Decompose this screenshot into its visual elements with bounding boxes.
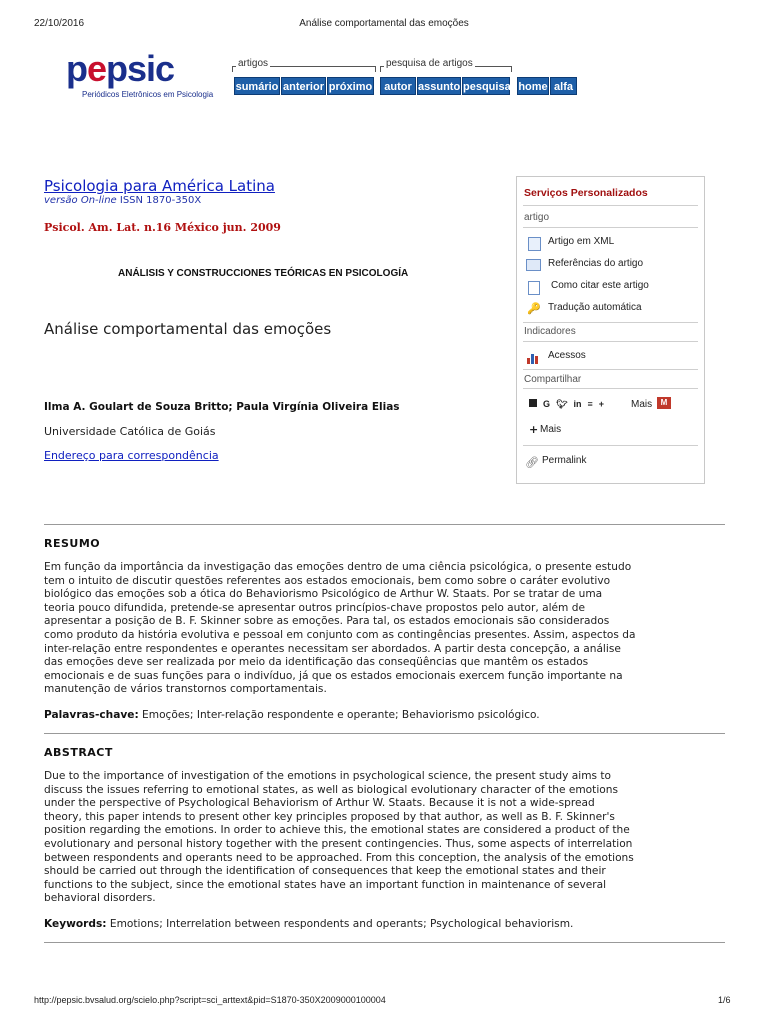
share-icons-row: [529, 399, 604, 410]
abstract-heading: ABSTRACT: [44, 746, 113, 759]
keywords-values: Emoções; Inter-relação respondente e operante; Behaviorismo psicológico.: [138, 709, 540, 721]
journal-title-link[interactable]: Psicologia para América Latina: [44, 177, 275, 195]
sidebar-divider: [523, 205, 698, 206]
sidebar-divider: [523, 341, 698, 342]
sidebar-item-references[interactable]: Referências do artigo: [548, 258, 644, 269]
nav-button-autor[interactable]: autor: [380, 77, 416, 95]
sidebar-title: Serviços Personalizados: [524, 187, 648, 199]
cite-document-icon: [528, 281, 540, 295]
resumo-heading: RESUMO: [44, 537, 101, 550]
nav-button-proximo[interactable]: próximo: [327, 77, 374, 95]
resumo-line: inter-relação entre respondentes e operantes necessitam ser abordados. A partir desta concepção, a análise: [44, 642, 621, 655]
nav-button-pesquisa[interactable]: pesquisa: [462, 77, 510, 95]
nav-button-anterior[interactable]: anterior: [281, 77, 326, 95]
abstract-line: Due to the importance of investigation of the emotions in psychological science, the present study aims to: [44, 770, 612, 782]
abstract-text: [44, 770, 730, 906]
plus-icon: +: [598, 399, 604, 409]
twitter-icon[interactable]: 🐦︎: [556, 399, 568, 409]
sidebar-section-indicadores: Indicadores: [524, 326, 576, 337]
sidebar-item-xml[interactable]: Artigo em XML: [548, 236, 615, 247]
abstract-line: position regarding the emotions. In order to achieve this, the emotional states are considered a product of the: [44, 824, 630, 837]
resumo-line: Em função da importância da investigação das emoções dentro de uma ciência psicológica, o presente estudo: [44, 561, 632, 573]
abstract-line: under the perspective of Psychological Behaviorism of Arthur W. Staats. Because it is not a wide-spread: [44, 797, 595, 810]
xml-document-icon: [528, 237, 541, 251]
abstract-line: evolutionary and personal history together with the present contingencies. Thus, some aspects of interrelation: [44, 837, 633, 850]
sidebar-section-compartilhar: Compartilhar: [524, 374, 582, 385]
correspondence-link[interactable]: Endereço para correspondência: [44, 449, 219, 462]
list-icon[interactable]: ≡: [587, 399, 593, 409]
translate-key-icon: 🔑: [527, 302, 541, 315]
linkedin-icon[interactable]: in: [573, 399, 582, 409]
abstract-line: between respondents and operants need to be approached. From this conception, the analysis of the emotions: [44, 851, 634, 864]
pepsic-logo[interactable]: [66, 48, 174, 90]
abstract-line: discuss the issues referring to emotional states, as well as biological evolutionary character of the emotions: [44, 783, 618, 796]
logo-p: p: [66, 48, 87, 89]
abstract-line: theory, this paper intends to present other key principles proposed by that author, as well as B. F. Skinner's: [44, 810, 615, 823]
nav-label-artigos: artigos: [238, 58, 269, 69]
sidebar-item-cite[interactable]: Como citar este artigo: [551, 280, 649, 291]
resumo-line: teoria pouco difundida, pretende-se apresentar outros princípios-chave propostos pelo autor, além de: [44, 601, 585, 614]
resumo-line: emocionais e de suas funções para o indivíduo, já que os estados emocionais exercem função importante na: [44, 669, 623, 682]
resumo-line: biológico das emoções sob a ótica do Behaviorismo Psicológico de Arthur W. Staats. Por se tratar de uma: [44, 588, 603, 601]
abstract-keywords: [44, 918, 573, 930]
print-date: 22/10/2016: [34, 18, 85, 29]
logo-subtitle: Periódicos Eletrônicos em Psicologia: [82, 90, 214, 99]
logo-e: e: [87, 48, 107, 89]
journal-reference: Psicol. Am. Lat. n.16 México jun. 2009: [44, 221, 281, 234]
nav-button-alfa[interactable]: alfa: [550, 77, 577, 95]
references-icon: [526, 259, 541, 271]
resumo-line: das emoções deve ser realizada por meio da identificação das conseqüências que mantêm os estados: [44, 656, 589, 669]
resumo-line: como produto da história evolutiva e pessoal em conjunto com as contingências presentes. Assim, aspectos da: [44, 628, 636, 641]
abstract-line: behavioral disorders.: [44, 892, 156, 905]
abstract-line: functions to the subject, since the emotional states have an important function in maintenance of several: [44, 878, 607, 891]
print-title: Análise comportamental das emoções: [299, 18, 469, 29]
services-sidebar: [516, 176, 705, 484]
nav-button-home[interactable]: home: [517, 77, 549, 95]
permalink-icon: 🔗︎: [525, 456, 539, 469]
nav-button-assunto[interactable]: assunto: [417, 77, 461, 95]
article-title: Análise comportamental das emoções: [44, 320, 332, 338]
divider: [44, 524, 725, 525]
bar-chart-icon: [527, 352, 541, 364]
resumo-keywords: [44, 709, 540, 721]
resumo-line: apresentar a posição de B. F. Skinner sobre as emoções. Para tal, os estados emocionais são considerados: [44, 615, 610, 628]
resumo-line: manutenção de vários transtornos comportamentais.: [44, 683, 327, 696]
divider: [44, 942, 725, 943]
sidebar-item-translate[interactable]: Tradução automática: [548, 302, 642, 313]
divider: [44, 733, 725, 734]
article-authors: Ilma A. Goulart de Souza Britto; Paula Virgínia Oliveira Elias: [44, 401, 400, 413]
resumo-text: [44, 561, 730, 697]
plus-icon: +: [529, 423, 539, 436]
resumo-line: tem o intuito de discutir questões referentes aos estados emocionais, bem como sobre o caráter evolutivo: [44, 574, 611, 587]
sidebar-item-permalink[interactable]: Permalink: [542, 455, 587, 466]
sidebar-divider: [523, 445, 698, 446]
keywords-label: Keywords:: [44, 918, 107, 930]
abstract-line: should be carried out through the identification of consequences that keep the emotional states and their: [44, 865, 606, 878]
sidebar-divider: [523, 227, 698, 228]
sidebar-divider: [523, 322, 698, 323]
journal-issn: ISSN 1870-350X: [119, 195, 202, 206]
logo-psic: psic: [106, 48, 175, 89]
sidebar-item-acessos[interactable]: Acessos: [548, 350, 586, 361]
print-url: http://pepsic.bvsalud.org/scielo.php?script=sci_arttext&pid=S1870-350X2009000100004: [34, 995, 386, 1005]
nav-label-pesquisa: pesquisa de artigos: [386, 58, 473, 69]
nav-button-sumario[interactable]: sumário: [234, 77, 280, 95]
keywords-values: Emotions; Interrelation between respondents and operants; Psychological behaviorism.: [106, 918, 574, 930]
print-page-number: 1/6: [718, 995, 731, 1005]
sidebar-divider: [523, 388, 698, 389]
mendeley-icon[interactable]: M: [657, 397, 671, 409]
share-more-inline[interactable]: Mais: [631, 399, 653, 410]
article-affiliation: Universidade Católica de Goiás: [44, 425, 216, 438]
google-icon[interactable]: G: [543, 399, 551, 409]
sidebar-section-artigo: artigo: [524, 212, 550, 223]
sidebar-divider: [523, 369, 698, 370]
delicious-icon[interactable]: [529, 399, 537, 407]
section-label: ANÁLISIS Y CONSTRUCCIONES TEÓRICAS EN PSICOLOGÍA: [118, 268, 409, 279]
share-more[interactable]: Mais: [540, 424, 562, 435]
keywords-label: Palavras-chave:: [44, 709, 139, 721]
journal-version: versão On-line: [44, 195, 117, 206]
